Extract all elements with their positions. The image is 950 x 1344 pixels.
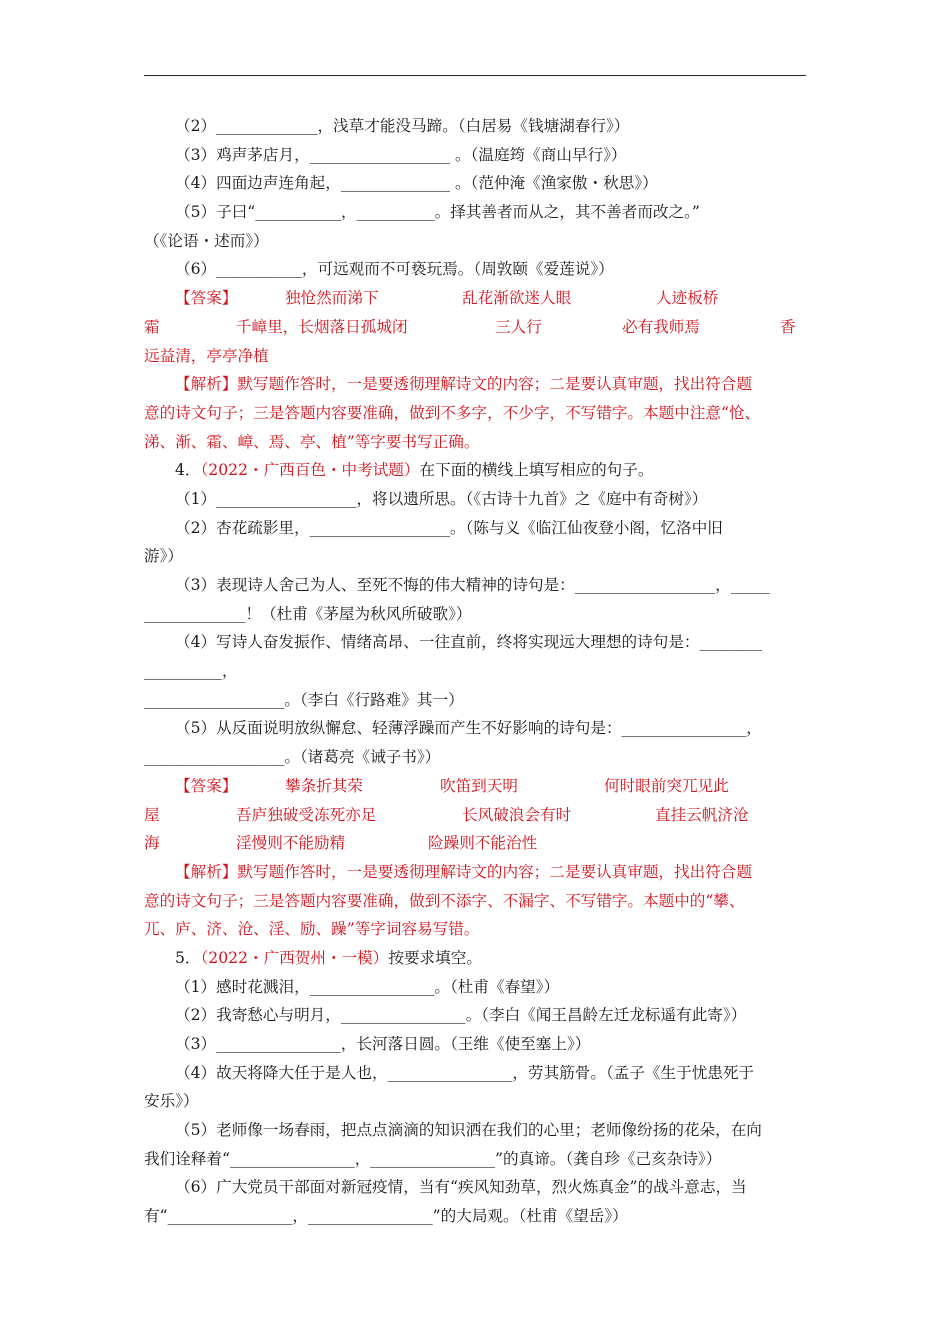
q3-answer-row-3: 远益清，亭亭净植 (144, 346, 269, 365)
q4-analysis-line-1 (144, 858, 806, 887)
answer-item: 海 (144, 834, 160, 853)
answer-item: 人迹板桥 (656, 289, 719, 308)
q4-item-2: （2）杏花疏影里，__________________。（陈与义《临江仙夜登小阁，忆洛中旧 (175, 518, 723, 537)
q4-item-5: （5）从反面说明放纵懈怠、轻薄浮躁而产生不好影响的诗句是：________________， (175, 719, 762, 738)
q5-item-5: （5）老师像一场春雨，把点点滴滴的知识洒在我们的心里；老师像纷扬的花朵，在向 (175, 1121, 762, 1140)
answer-item: 三人行 (495, 317, 542, 336)
answer-item: 霜 (144, 317, 160, 336)
answer-item: 乱花渐欲迷人眼 (462, 289, 572, 308)
answer-item: 屋 (144, 805, 160, 824)
q4-item-3: （3）表现诗人舍己为人、至死不悔的伟大精神的诗句是：__________________，_____ (175, 576, 770, 594)
q3-answer-row-1 (144, 284, 806, 313)
analysis-text: 默写题作答时，一是要透彻理解诗文的内容；二是要认真审题，找出符合题 (237, 375, 752, 394)
analysis-label: 【解析】 (175, 862, 238, 881)
q5-item-6-cont: 有“________________，________________”的大局观。（杜甫《望岳》） (144, 1207, 628, 1226)
analysis-label: 【解析】 (175, 375, 238, 394)
q4-item-2-cont: 游》） (144, 547, 183, 566)
answer-item: 长风破浪会有时 (462, 805, 572, 824)
q5-item-6: （6）广大党员干部面对新冠疫情，当有“疾风知劲草，烈火炼真金”的战斗意志，当 (175, 1178, 747, 1197)
q5-item-5-cont: 我们诠释着“________________，________________”的真谛。（龚自珍《己亥杂诗》） (144, 1149, 722, 1168)
q3-item-6: （6）___________，可远观而不可亵玩焉。（周敦颐《爱莲说》） (175, 260, 614, 279)
q4-analysis-line-2: 意的诗文句子；三是答题内容要准确，做到不添字、不漏字、不写错字。本题中的“攀、 (144, 891, 745, 910)
q5-item-4: （4）故天将降大任于是人也，________________，劳其筋骨。（孟子《生于忧患死于 (175, 1063, 755, 1082)
q4-analysis-line-3: 兀、庐、济、沧、淫、励、躁”等字词容易写错。 (144, 920, 480, 939)
q5-heading (144, 944, 806, 973)
q3-analysis-line-3: 涕、渐、霜、嶂、焉、亭、植”等字要书写正确。 (144, 432, 480, 451)
q4-item-4: （4）写诗人奋发振作、情绪高昂、一往直前，终将实现远大理想的诗句是：________ (175, 633, 762, 652)
answer-item: 独怆然而涕下 (285, 289, 379, 308)
q5-item-3: （3）________________，长河落日圆。（王维《使至塞上》） (175, 1035, 591, 1053)
q5-item-1: （1）感时花溅泪，________________。（杜甫《春望》） (175, 977, 560, 996)
q4-item-4-cont-2: __________________。（李白《行路难》其一） (144, 690, 464, 709)
question-number: 4． (175, 461, 201, 480)
q4-item-4-cont: __________， (144, 662, 238, 681)
answer-item: 直挂云帆济沧 (655, 805, 749, 824)
answer-item: 淫慢则不能励精 (236, 834, 346, 853)
q4-heading (144, 456, 806, 485)
q3-item-2: （2）_____________，浅草才能没马蹄。（白居易《钱塘湖春行》） (175, 117, 630, 135)
q4-answer-row-2 (144, 801, 806, 830)
question-number: 5． (175, 948, 201, 967)
document-body (144, 112, 806, 1231)
answer-item: 吹笛到天明 (440, 776, 518, 795)
answer-item: 何时眼前突兀见此 (604, 776, 729, 795)
q4-item-1: （1）__________________，将以遗所思。（《古诗十九首》之《庭中有奇树》） (175, 489, 708, 508)
q4-answer-row-1 (144, 772, 806, 801)
q4-answer-row-3 (144, 829, 806, 858)
question-prompt: 按要求填空。 (388, 948, 482, 967)
q4-item-5-cont: __________________。（诸葛亮《诫子书》） (144, 748, 441, 767)
q5-item-4-cont: 安乐》） (144, 1092, 199, 1111)
answer-label: 【答案】 (175, 289, 238, 308)
q3-item-3: （3）鸡声茅店月，__________________ 。（温庭筠《商山早行》） (175, 145, 627, 164)
question-source: （2022・广西百色・中考试题） (200, 461, 420, 480)
answer-label: 【答案】 (175, 776, 238, 795)
question-source: （2022・广西贺州・一模） (200, 948, 389, 967)
q3-item-5-cont: （《论语・述而》） (144, 231, 269, 250)
q3-analysis-line-2: 意的诗文句子；三是答题内容要准确，做到不多字，不少字，不写错字。本题中注意“怆、 (144, 403, 761, 422)
answer-item: 香 (780, 317, 796, 336)
answer-item: 千嶂里，长烟落日孤城闭 (236, 317, 408, 336)
answer-item: 吾庐独破受冻死亦足 (236, 805, 377, 824)
answer-item: 必有我师焉 (622, 317, 700, 336)
q4-item-3-cont: _____________！（杜甫《茅屋为秋风所破歌》） (144, 604, 472, 623)
header-rule (144, 75, 806, 76)
question-prompt: 在下面的横线上填写相应的句子。 (419, 461, 654, 480)
answer-item: 攀条折其荣 (285, 776, 363, 795)
answer-item: 险躁则不能治性 (428, 834, 538, 853)
q3-answer-row-2 (144, 313, 806, 342)
q3-item-5: （5）子曰“___________，__________。择其善者而从之，其不善者而改之。” (175, 203, 700, 222)
analysis-text: 默写题作答时，一是要透彻理解诗文的内容；二是要认真审题，找出符合题 (237, 862, 752, 881)
q3-item-4: （4）四面边声连角起，______________ 。（范仲淹《渔家傲・秋思》） (175, 174, 658, 193)
q3-analysis-line-1 (144, 370, 806, 399)
q5-item-2: （2）我寄愁心与明月，________________。（李白《闻王昌龄左迁龙标遥有此寄》） (175, 1006, 747, 1025)
